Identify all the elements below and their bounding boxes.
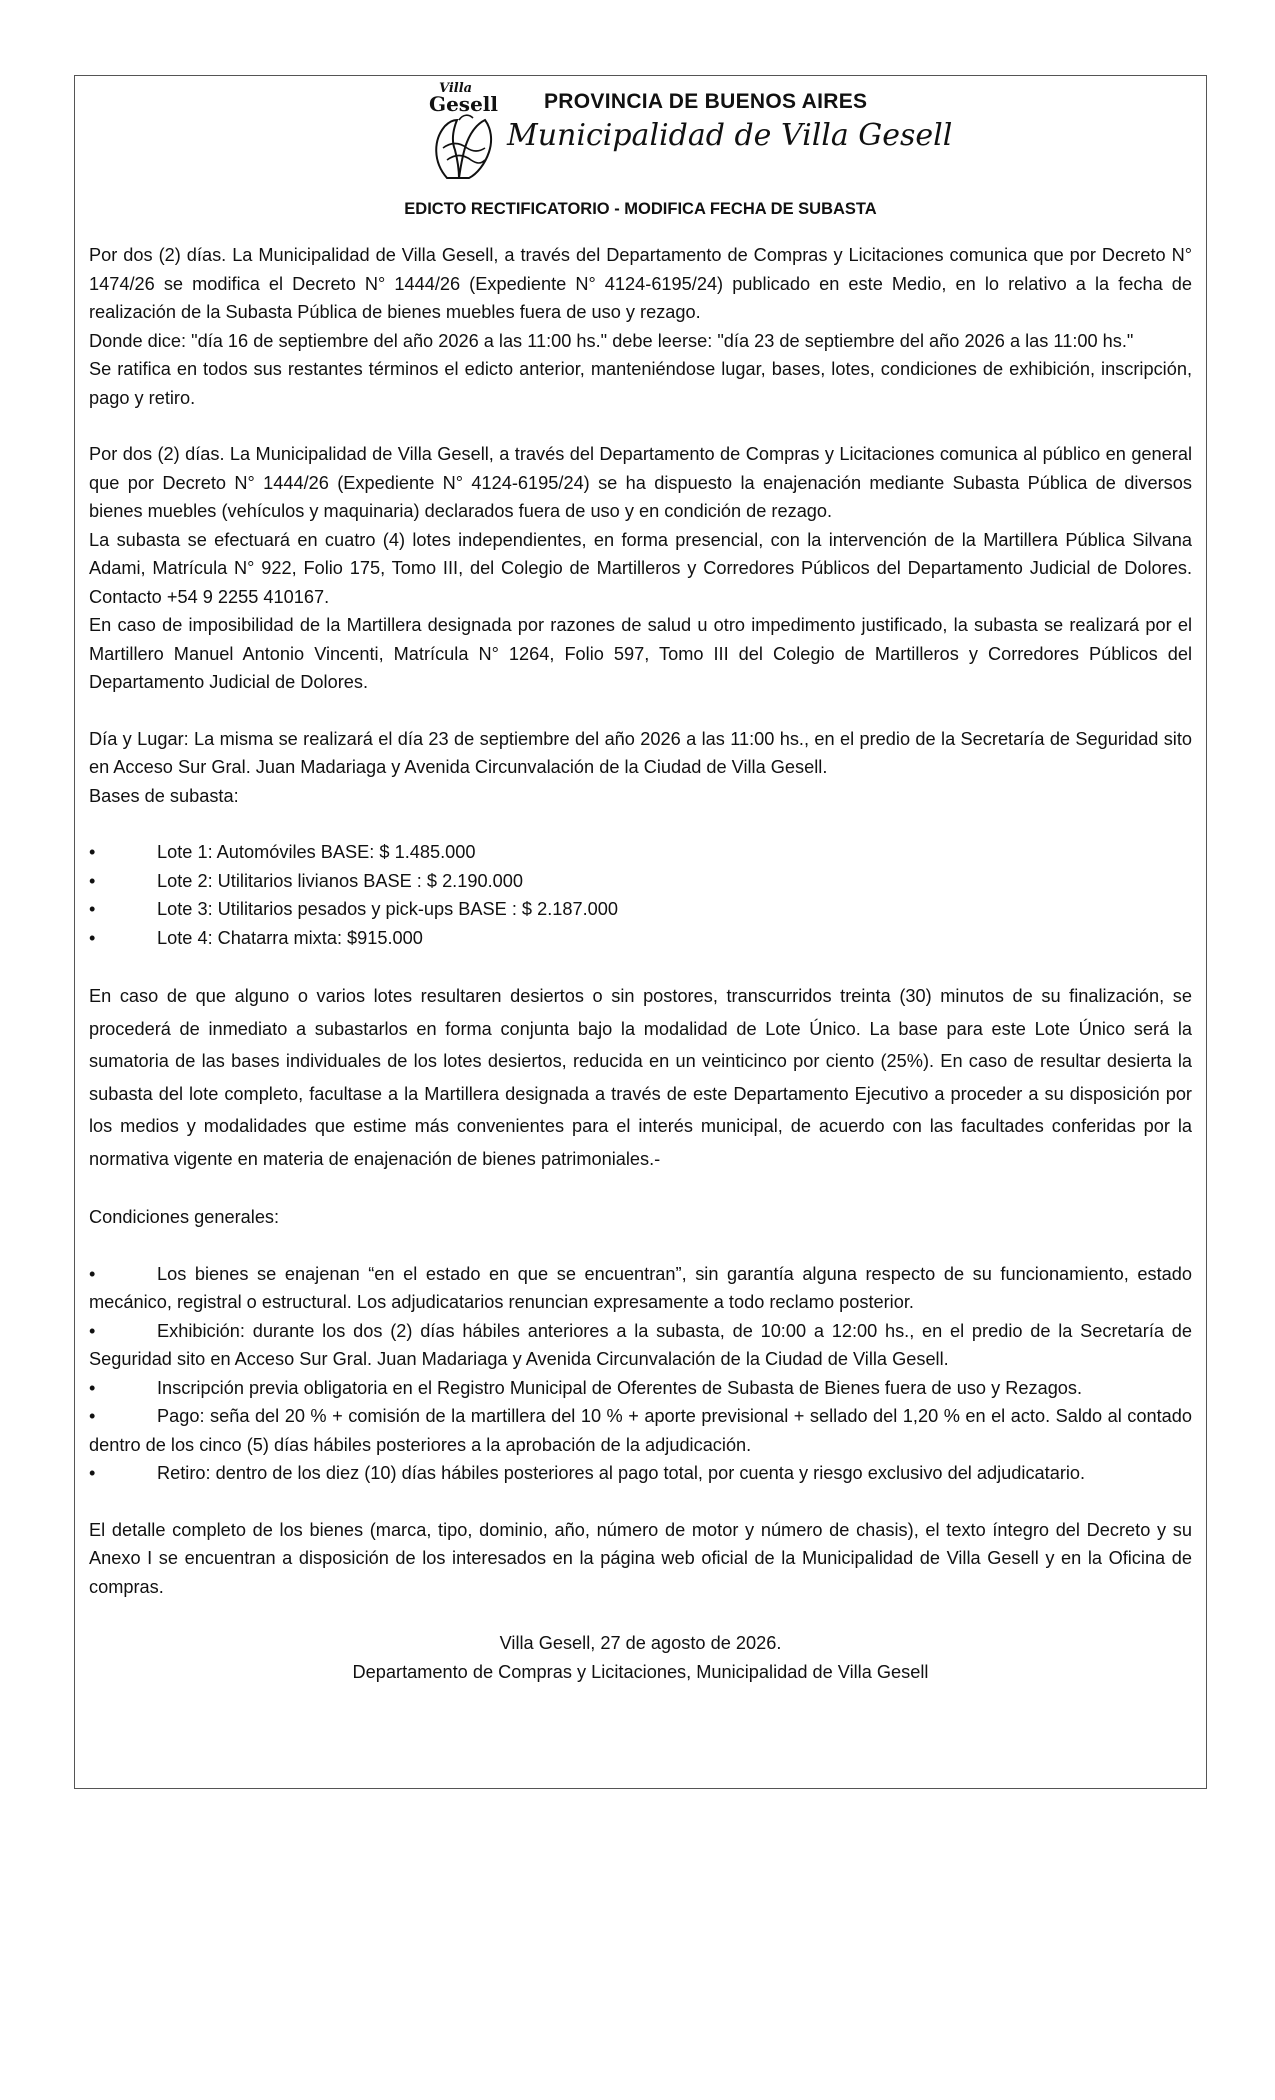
villa-gesell-logo-icon: [429, 78, 499, 182]
condiciones-list: [89, 1260, 1192, 1488]
edicto-paragraph-2: La subasta se efectuará en cuatro (4) lotes independientes, en forma presencial, con la intervención de la Martillera Pública Silvana Adami, Matrícula N° 922, Folio 175, Tomo III, del Colegio de Martilleros y Corredores Públicos del Departamento Judicial de Dolores. Contacto +54 9 2255 410167.: [89, 529, 1192, 607]
document-content: [89, 76, 1192, 1686]
bullet-icon: •: [89, 842, 96, 862]
edicto-paragraph-3: En caso de imposibilidad de la Martillera designada por razones de salud u otro impedimento justificado, la subasta se realizará por el Martillero Manuel Antonio Vincenti, Matrícula N° 1264, Folio 597, Tomo III del Colegio de Martilleros y Corredores Públicos del Departamento Judicial de Dolores.: [89, 615, 1192, 692]
condicion-2: Exhibición: durante los dos (2) días hábiles anteriores a la subasta, de 10:00 a 12:00 hs., en el predio de la Secretaría de Seguridad sito en Acceso Sur Gral. Juan Madariaga y Avenida Circunvalación de la Ciudad de Villa Gesell.: [89, 1320, 1192, 1369]
signature-department: Departamento de Compras y Licitaciones, Municipalidad de Villa Gesell: [352, 1661, 929, 1682]
lote-4: Lote 4: Chatarra mixta: $915.000: [157, 927, 423, 948]
rectificatorio-paragraph-3: Se ratifica en todos sus restantes términos el edicto anterior, manteniéndose lugar, bases, lotes, condiciones de exhibición, inscripción, pago y retiro.: [89, 359, 1192, 408]
bullet-icon: •: [89, 1263, 96, 1284]
list-item: [89, 1374, 1192, 1403]
bullet-icon: •: [89, 899, 96, 919]
lote-3: Lote 3: Utilitarios pesados y pick-ups BASE : $ 2.187.000: [157, 899, 619, 919]
list-item: [89, 1260, 1192, 1317]
document-title: EDICTO RECTIFICATORIO - MODIFICA FECHA DE SUBASTA: [404, 200, 877, 218]
list-item: [89, 1402, 1192, 1459]
list-item: [89, 867, 1192, 896]
detalle-paragraph: El detalle completo de los bienes (marca, tipo, dominio, año, número de motor y número de chasis), el texto íntegro del Decreto y su Anexo I se encuentran a disposición de los interesados en la página web oficial de la Municipalidad de Villa Gesell y en la Oficina de compras.: [89, 1519, 1192, 1597]
bullet-icon: •: [89, 1377, 96, 1398]
list-item: [89, 924, 1192, 953]
bullet-icon: •: [89, 1406, 96, 1426]
condicion-3: Inscripción previa obligatoria en el Registro Municipal de Oferentes de Subasta de Bienes fuera de uso y Rezagos.: [157, 1377, 1083, 1398]
condiciones-label: Condiciones generales:: [89, 1207, 280, 1227]
lugar-paragraph: Día y Lugar: La misma se realizará el día 23 de septiembre del año 2026 a las 11:00 hs., en el predio de la Secretaría de Seguridad sito en Acceso Sur Gral. Juan Madariaga y Avenida Circunvalación de la Ciudad de Villa Gesell.: [89, 728, 1192, 777]
lote-1: Lote 1: Automóviles BASE: $ 1.485.000: [157, 842, 476, 862]
letterhead: [89, 76, 1192, 188]
lotes-list: [89, 838, 1192, 952]
condicion-5: Retiro: dentro de los diez (10) días hábiles posteriores al pago total, por cuenta y riesgo exclusivo del adjudicatario.: [157, 1463, 1086, 1483]
bullet-icon: •: [89, 870, 96, 891]
bullet-icon: •: [89, 1463, 96, 1483]
document-body: [89, 241, 1192, 1686]
list-item: [89, 895, 1192, 924]
condicion-1: Los bienes se enajenan “en el estado en que se encuentran”, sin garantía alguna respecto de su funcionamiento, estado mecánico, registral o estructural. Los adjudicatarios renuncian expresamente a todo reclamo posterior.: [89, 1263, 1192, 1312]
list-item: [89, 838, 1192, 867]
condicion-4: Pago: seña del 20 % + comisión de la martillera del 10 % + aporte previsional + sellado del 1,20 % en el acto. Saldo al contado dentro de los cinco (5) días hábiles posteriores a la aprobación de la adjudicación.: [89, 1406, 1192, 1455]
list-item: [89, 1459, 1192, 1488]
bullet-icon: •: [89, 927, 96, 948]
document-frame: [74, 75, 1207, 1789]
logo-villa-text: Villa: [439, 81, 473, 96]
bases-label: Bases de subasta:: [89, 785, 239, 806]
bullet-icon: •: [89, 1320, 96, 1341]
lote-2: Lote 2: Utilitarios livianos BASE : $ 2.190.000: [157, 870, 523, 891]
rectificatorio-paragraph-2: Donde dice: "día 16 de septiembre del año 2026 a las 11:00 hs." debe leerse: "día 23 de septiembre del año 2026 a las 11:00 hs.": [89, 330, 1134, 351]
province-heading: PROVINCIA DE BUENOS AIRES: [544, 90, 868, 113]
municipality-heading: Municipalidad de Villa Gesell: [507, 118, 953, 153]
edicto-paragraph-1: Por dos (2) días. La Municipalidad de Villa Gesell, a través del Departamento de Compras y Licitaciones comunica al público en general que por Decreto N° 1444/26 (Expediente N° 4124-6195/24) se ha dispuesto la enajenación mediante Subasta Pública de diversos bienes muebles (vehículos y maquinaria) declarados fuera de uso y en condición de rezago.: [89, 444, 1192, 521]
signature-date: Villa Gesell, 27 de agosto de 2026.: [499, 1633, 782, 1653]
list-item: [89, 1317, 1192, 1374]
rectificatorio-paragraph-1: Por dos (2) días. La Municipalidad de Villa Gesell, a través del Departamento de Compras y Licitaciones comunica que por Decreto N° 1474/26 se modifica el Decreto N° 1444/26 (Expediente N° 4124-6195/24) publicado en este Medio, en lo relativo a la fecha de realización de la Subasta Pública de bienes muebles fuera de uso y rezago.: [89, 245, 1192, 322]
logo-gesell-text: Gesell: [429, 92, 498, 116]
desierto-paragraph: En caso de que alguno o varios lotes resultaren desiertos o sin postores, transcurridos treinta (30) minutos de su finalización, se procederá de inmediato a subastarlos en forma conjunta bajo la modalidad de Lote Único. La base para este Lote Único será la sumatoria de las bases individuales de los lotes desiertos, reducida en un veinticinco por ciento (25%). En caso de resultar desierta la subasta del lote completo, facultase a la Martillera designada a través de este Departamento Ejecutivo a proceder a su disposición por los medios y modalidades que estime más convenientes para el interés municipal, de acuerdo con las facultades conferidas por la normativa vigente en materia de enajenación de bienes patrimoniales.-: [89, 986, 1192, 1169]
